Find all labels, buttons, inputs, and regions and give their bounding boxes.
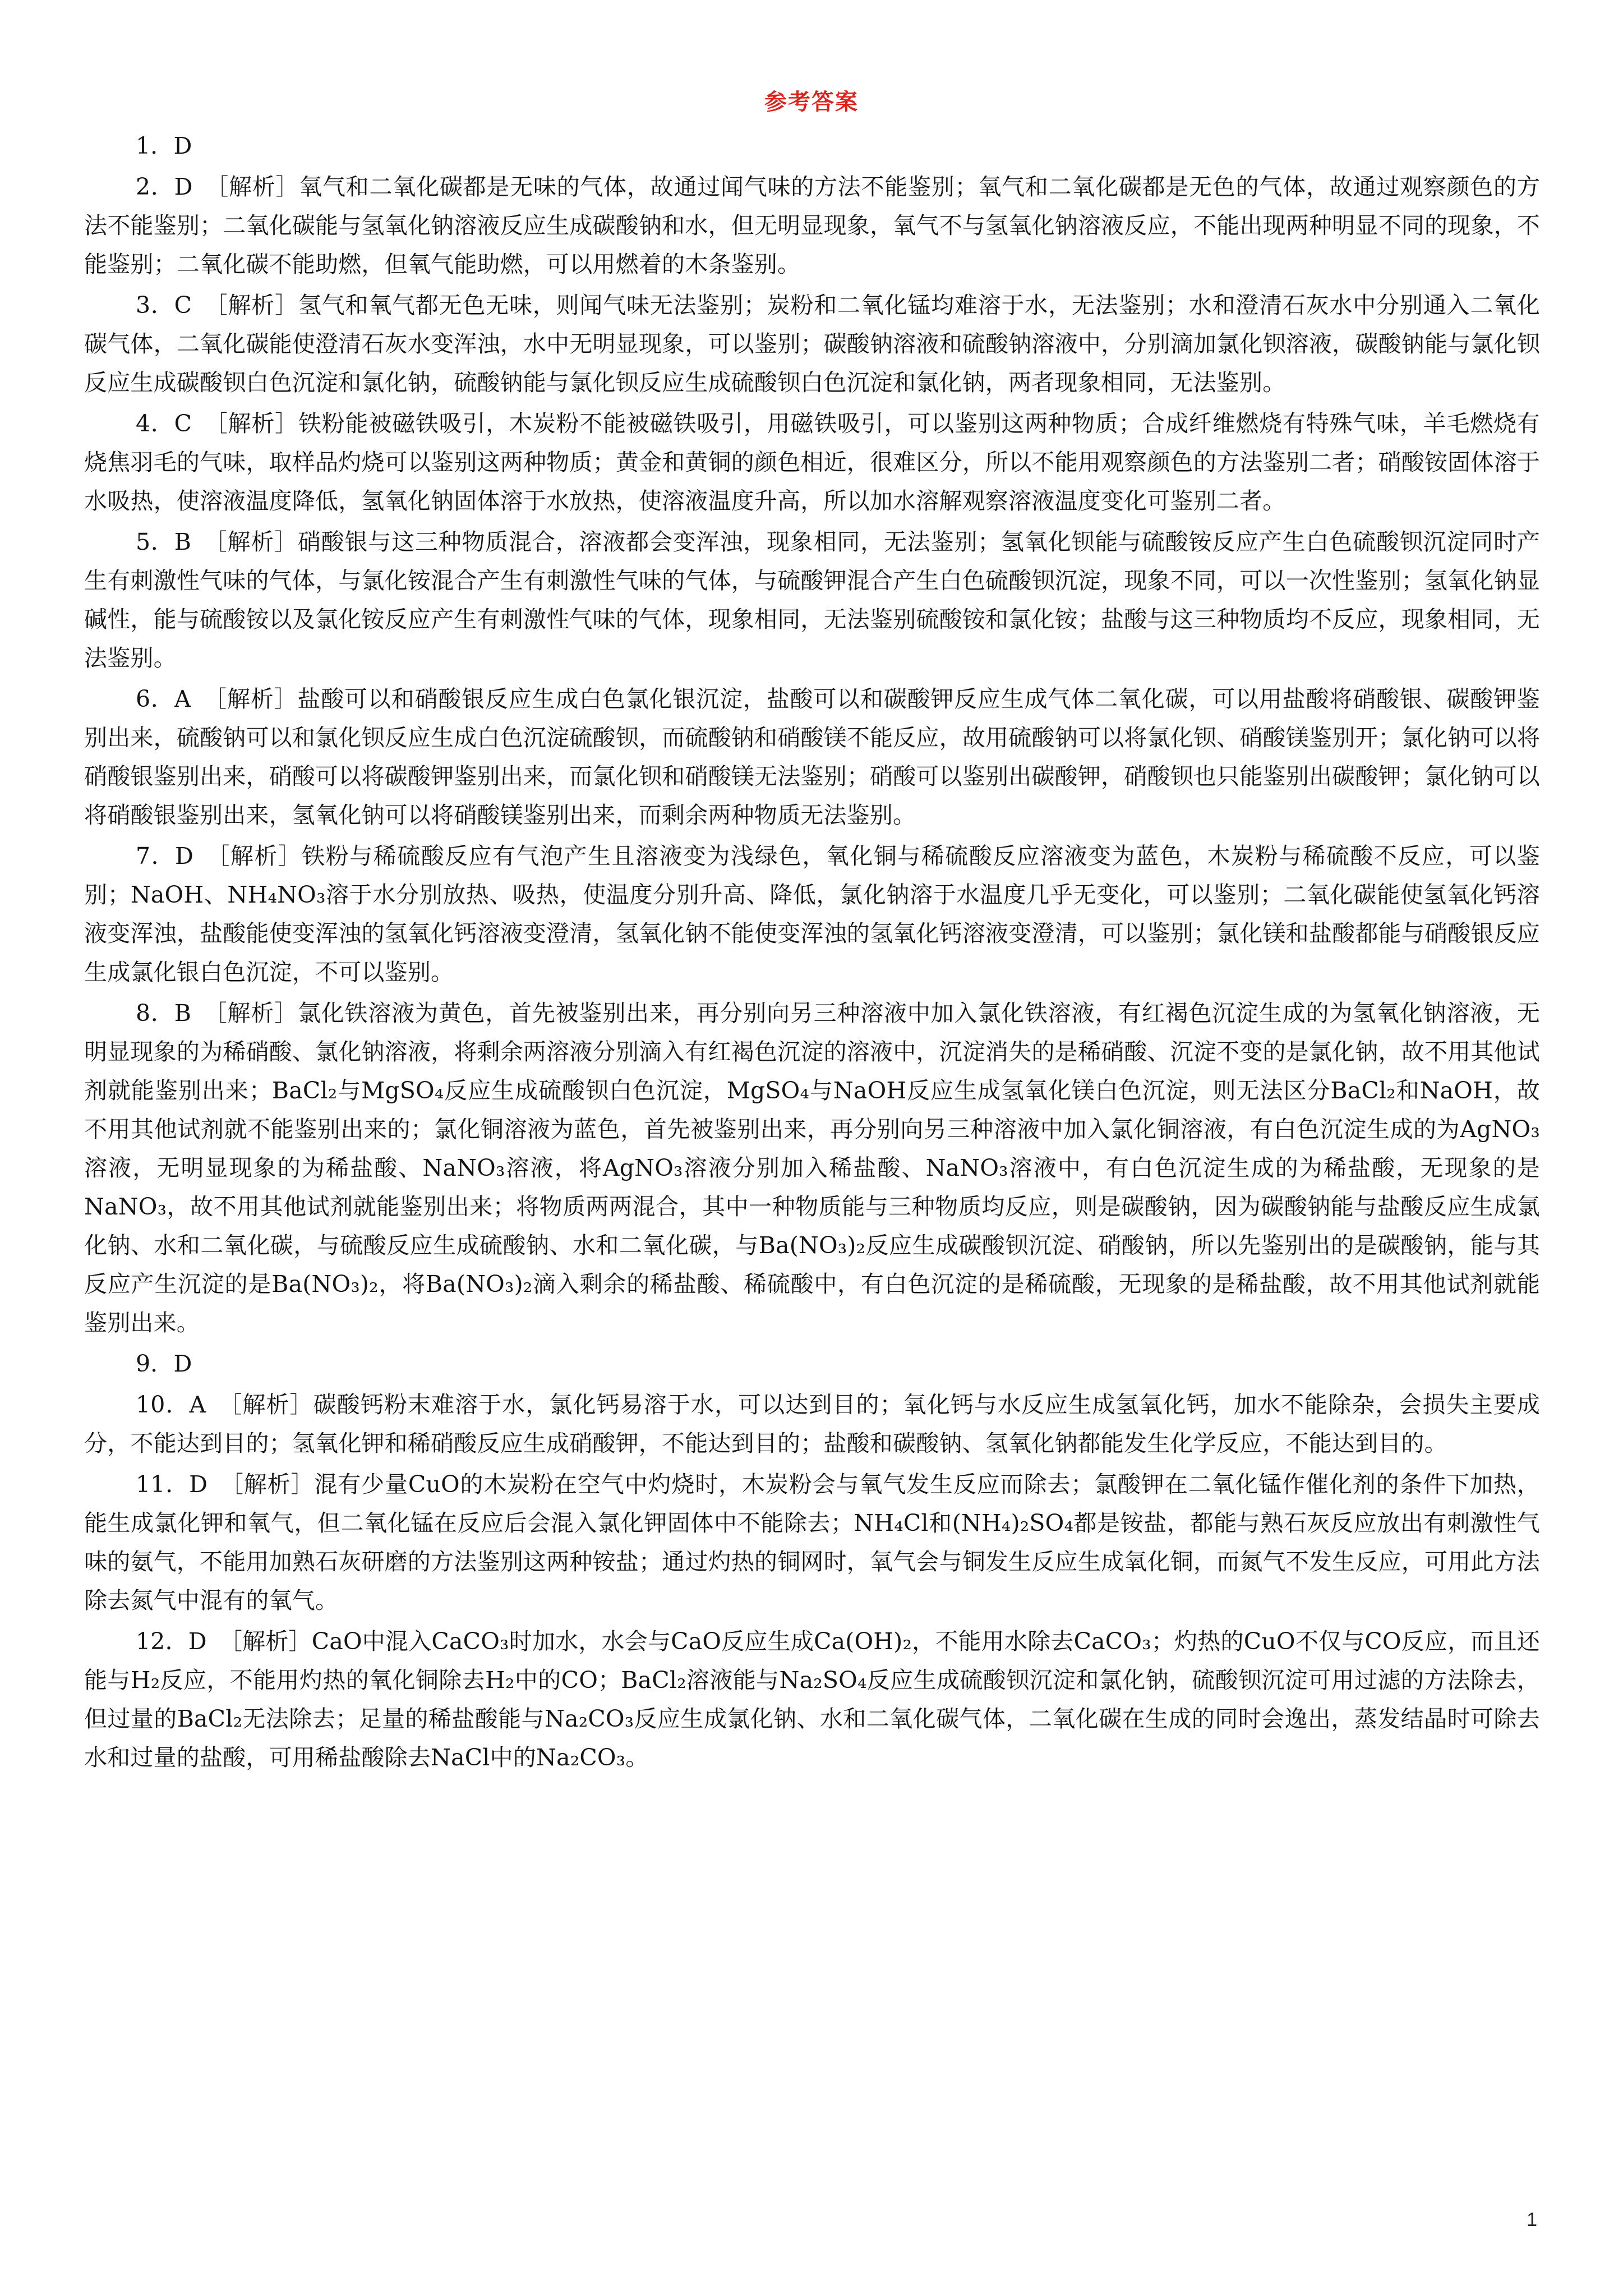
answer-item-5 — [84, 523, 1540, 678]
answer-number: 8．B — [136, 1000, 192, 1027]
answer-explanation: ［解析］硝酸银与这三种物质混合，溶液都会变浑浊，现象相同，无法鉴别；氢氧化钡能与硫酸铵反应产生白色硫酸钡沉淀同时产生有刺激性气味的气体，与氯化铵混合产生有刺激性气味的气体，与硫酸钾混合产生白色硫酸钡沉淀，现象不同，可以一次性鉴别；氢氧化钠显碱性，能与硫酸铵以及氯化铵反应产生有刺激性气味的气体，现象相同，无法鉴别硫酸铵和氯化铵；盐酸与这三种物质均不反应，现象相同，无法鉴别。 — [84, 528, 1540, 671]
answer-explanation: ［解析］混有少量CuO的木炭粉在空气中灼烧时，木炭粉会与氧气发生反应而除去；氯酸钾在二氧化锰作催化剂的条件下加热，能生成氯化钾和氧气，但二氧化锰在反应后会混入氯化钾固体中不能除去；NH₄Cl和(NH₄)₂SO₄都是铵盐，都能与熟石灰反应放出有刺激性气味的氨气，不能用加熟石灰研磨的方法鉴别这两种铵盐；通过灼热的铜网时，氧气会与铜发生反应生成氧化铜，而氮气不发生反应，可用此方法除去氮气中混有的氧气。 — [84, 1471, 1540, 1614]
answer-explanation: ［解析］铁粉与稀硫酸反应有气泡产生且溶液变为浅绿色，氧化铜与稀硫酸反应溶液变为蓝色，木炭粉与稀硫酸不反应，可以鉴别；NaOH、NH₄NO₃溶于水分别放热、吸热，使温度分别升高、降低，氯化钠溶于水温度几乎无变化，可以鉴别；二氧化碳能使氢氧化钙溶液变浑浊，盐酸能使变浑浊的氢氧化钙溶液变澄清，氢氧化钠不能使变浑浊的氢氧化钙溶液变澄清，可以鉴别；氯化镁和盐酸都能与硝酸银反应生成氯化银白色沉淀，不可以鉴别。 — [84, 843, 1540, 986]
answer-number: 10．A — [136, 1391, 206, 1418]
answer-number: 1．D — [136, 132, 192, 159]
answer-number: 2．D — [136, 173, 193, 200]
answer-explanation: ［解析］铁粉能被磁铁吸引，木炭粉不能被磁铁吸引，用磁铁吸引，可以鉴别这两种物质；合成纤维燃烧有特殊气味，羊毛燃烧有烧焦羽毛的气味，取样品灼烧可以鉴别这两种物质；黄金和黄铜的颜色相近，很难区分，所以不能用观察颜色的方法鉴别二者；硝酸铵固体溶于水吸热，使溶液温度降低，氢氧化钠固体溶于水放热，使溶液温度升高，所以加水溶解观察溶液温度变化可鉴别二者。 — [84, 410, 1540, 514]
answer-item-3 — [84, 286, 1540, 402]
answer-number: 6．A — [136, 685, 191, 712]
answer-list — [84, 127, 1540, 1779]
answer-item-2 — [84, 168, 1540, 284]
answer-number: 3．C — [136, 292, 192, 319]
answer-item-8 — [84, 994, 1540, 1342]
answer-item-4 — [84, 404, 1540, 521]
answer-item-7 — [84, 837, 1540, 992]
answer-item-1 — [84, 127, 1540, 165]
answer-number: 12．D — [136, 1628, 207, 1655]
answer-item-12 — [84, 1622, 1540, 1777]
answer-explanation: ［解析］氯化铁溶液为黄色，首先被鉴别出来，再分别向另三种溶液中加入氯化铁溶液，有红褐色沉淀生成的为氢氧化钠溶液，无明显现象的为稀硝酸、氯化钠溶液，将剩余两溶液分别滴入有红褐色沉淀的溶液中，沉淀消失的是稀硝酸、沉淀不变的是氯化钠，故不用其他试剂就能鉴别出来；BaCl₂与MgSO₄反应生成硫酸钡白色沉淀，MgSO₄与NaOH反应生成氢氧化镁白色沉淀，则无法区分BaCl₂和NaOH，故不用其他试剂就不能鉴别出来的；氯化铜溶液为蓝色，首先被鉴别出来，再分别向另三种溶液中加入氯化铜溶液，有白色沉淀生成的为AgNO₃溶液，无明显现象的为稀盐酸、NaNO₃溶液，将AgNO₃溶液分别加入稀盐酸、NaNO₃溶液中，有白色沉淀生成的为稀盐酸，无现象的是NaNO₃，故不用其他试剂就能鉴别出来；将物质两两混合，其中一种物质能与三种物质均反应，则是碳酸钠，因为碳酸钠能与盐酸反应生成氯化钠、水和二氧化碳，与硫酸反应生成硫酸钠、水和二氧化碳，与Ba(NO₃)₂反应生成碳酸钡沉淀、硝酸钠，所以先鉴别出的是碳酸钠，能与其反应产生沉淀的是Ba(NO₃)₂，将Ba(NO₃)₂滴入剩余的稀盐酸、稀硫酸中，有白色沉淀的是稀硫酸，无现象的是稀盐酸，故不用其他试剂就能鉴别出来。 — [84, 1000, 1540, 1336]
answer-item-6 — [84, 680, 1540, 835]
answer-explanation: ［解析］CaO中混入CaCO₃时加水，水会与CaO反应生成Ca(OH)₂，不能用水除去CaCO₃；灼热的CuO不仅与CO反应，而且还能与H₂反应，不能用灼热的氧化铜除去H₂中的CO；BaCl₂溶液能与Na₂SO₄反应生成硫酸钡沉淀和氯化钠，硫酸钡沉淀可用过滤的方法除去，但过量的BaCl₂无法除去；足量的稀盐酸能与Na₂CO₃反应生成氯化钠、水和二氧化碳气体，二氧化碳在生成的同时会逸出，蒸发结晶时可除去水和过量的盐酸，可用稀盐酸除去NaCl中的Na₂CO₃。 — [84, 1628, 1541, 1771]
answer-explanation: ［解析］氢气和氧气都无色无味，则闻气味无法鉴别；炭粉和二氧化锰均难溶于水，无法鉴别；水和澄清石灰水中分别通入二氧化碳气体，二氧化碳能使澄清石灰水变浑浊，水中无明显现象，可以鉴别；碳酸钠溶液和硫酸钠溶液中，分别滴加氯化钡溶液，碳酸钠能与氯化钡反应生成碳酸钡白色沉淀和氯化钠，硫酸钠能与氯化钡反应生成硫酸钡白色沉淀和氯化钠，两者现象相同，无法鉴别。 — [84, 292, 1540, 396]
answer-explanation: ［解析］碳酸钙粉末难溶于水，氯化钙易溶于水，可以达到目的；氧化钙与水反应生成氢氧化钙，加水不能除杂，会损失主要成分，不能达到目的；氢氧化钾和稀硝酸反应生成硝酸钾，不能达到目的；盐酸和碳酸钠、氢氧化钠都能发生化学反应，不能达到目的。 — [84, 1391, 1540, 1457]
page-number: 1 — [1527, 2209, 1537, 2230]
answer-item-9 — [84, 1345, 1540, 1383]
answer-explanation: ［解析］盐酸可以和硝酸银反应生成白色氯化银沉淀，盐酸可以和碳酸钾反应生成气体二氧化碳，可以用盐酸将硝酸银、碳酸钾鉴别出来，硫酸钠可以和氯化钡反应生成白色沉淀硫酸钡，而硫酸钠和硝酸镁不能反应，故用硫酸钠可以将氯化钡、硝酸镁鉴别开；氯化钠可以将硝酸银鉴别出来，硝酸可以将碳酸钾鉴别出来，而氯化钡和硝酸镁无法鉴别；硝酸可以鉴别出碳酸钾，硝酸钡也只能鉴别出碳酸钾；氯化钠可以将硝酸银鉴别出来，氢氧化钠可以将硝酸镁鉴别出来，而剩余两种物质无法鉴别。 — [84, 685, 1540, 829]
answer-item-11 — [84, 1465, 1540, 1620]
answer-item-10 — [84, 1386, 1540, 1463]
answer-number: 5．B — [136, 528, 192, 555]
answer-number: 9．D — [136, 1350, 192, 1377]
answer-explanation: ［解析］氧气和二氧化碳都是无味的气体，故通过闻气味的方法不能鉴别；氧气和二氧化碳都是无色的气体，故通过观察颜色的方法不能鉴别；二氧化碳能与氢氧化钠溶液反应生成碳酸钠和水，但无明显现象，氧气不与氢氧化钠溶液反应，不能出现两种明显不同的现象，不能鉴别；二氧化碳不能助燃，但氧气能助燃，可以用燃着的木条鉴别。 — [84, 173, 1540, 278]
page-title: 参考答案 — [764, 89, 859, 115]
answer-number: 11．D — [136, 1471, 208, 1498]
answer-number: 7．D — [136, 843, 194, 869]
answer-number: 4．C — [136, 410, 192, 437]
